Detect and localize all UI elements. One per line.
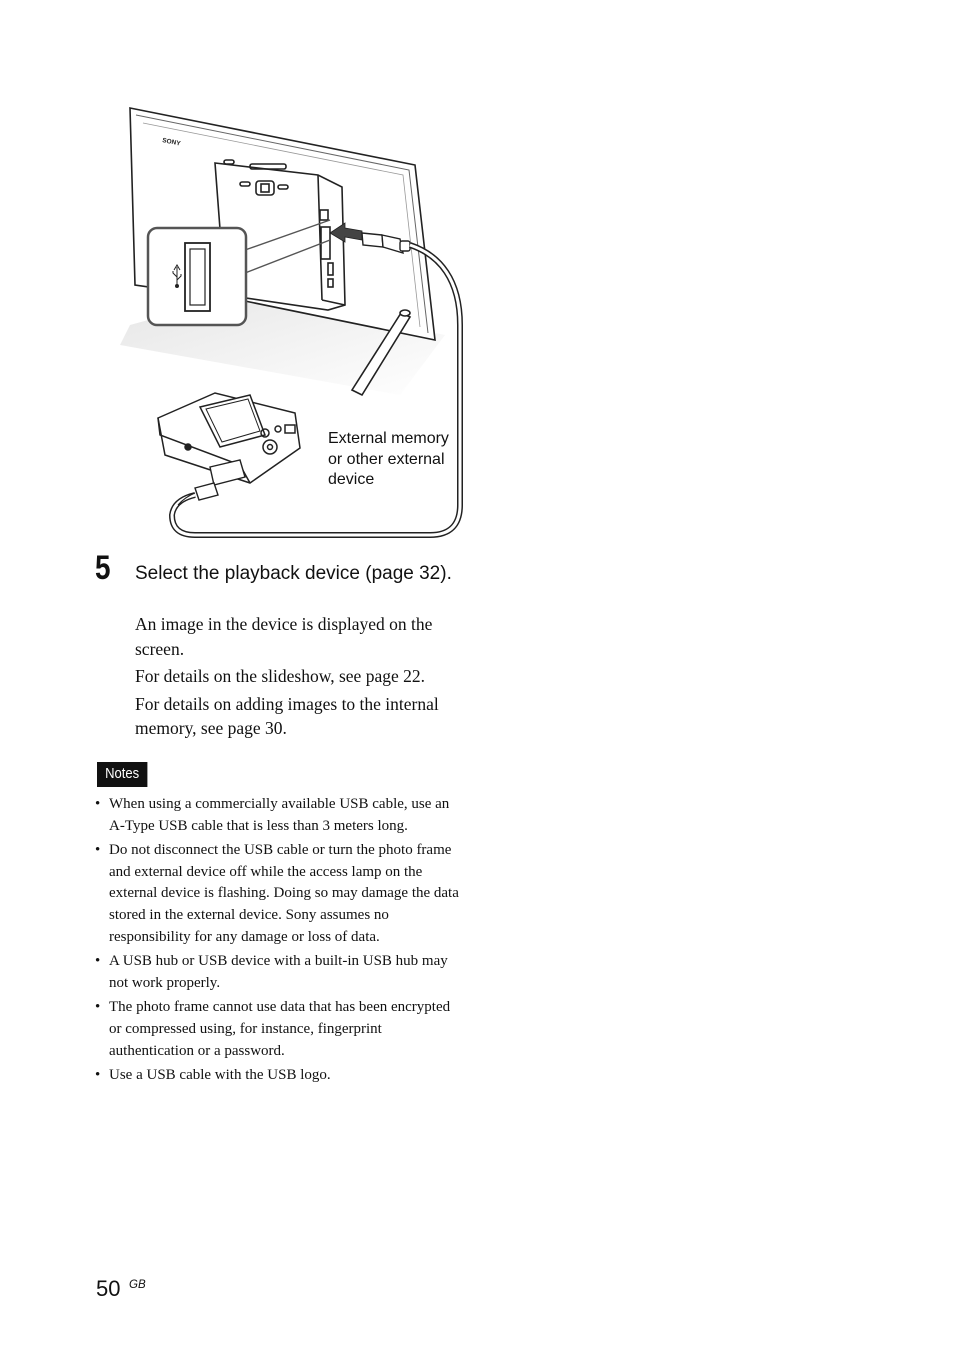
note-item: • Do not disconnect the USB cable or turn the photo frame and external device off while the access lamp on the external device is flashing. Doing so may damage the data stored in the external device. Sony assumes no responsibility for any damage or loss of data. [95, 840, 463, 948]
step-paragraph: For details on adding images to the internal memory, see page 30. [135, 693, 439, 738]
frame-brand: SONY [161, 137, 182, 148]
step-paragraph: An image in the device is displayed on the screen. [135, 614, 433, 659]
step-paragraph: For details on the slideshow, see page 22. [135, 666, 425, 686]
device-callout-label: External memory or other external device [328, 430, 449, 488]
step-title: Select the playback device (page 32). [135, 563, 452, 584]
note-item: • The photo frame cannot use data that has been encrypted or compressed using, for instance, fingerprint authentication or a password. [95, 997, 463, 1062]
page-language-code: GB [129, 1279, 146, 1291]
note-item: • Use a USB cable with the USB logo. [95, 1065, 463, 1087]
note-item: • A USB hub or USB device with a built-in USB hub may not work properly. [95, 951, 463, 994]
step-number: 5 [95, 549, 111, 587]
notes-list [95, 794, 463, 1090]
step-body [135, 612, 475, 744]
notes-heading: Notes [97, 762, 147, 787]
note-item: • When using a commercially available USB cable, use an A-Type USB cable that is less than 3 meters long. [95, 794, 463, 837]
page-number: 50 [96, 1276, 121, 1301]
